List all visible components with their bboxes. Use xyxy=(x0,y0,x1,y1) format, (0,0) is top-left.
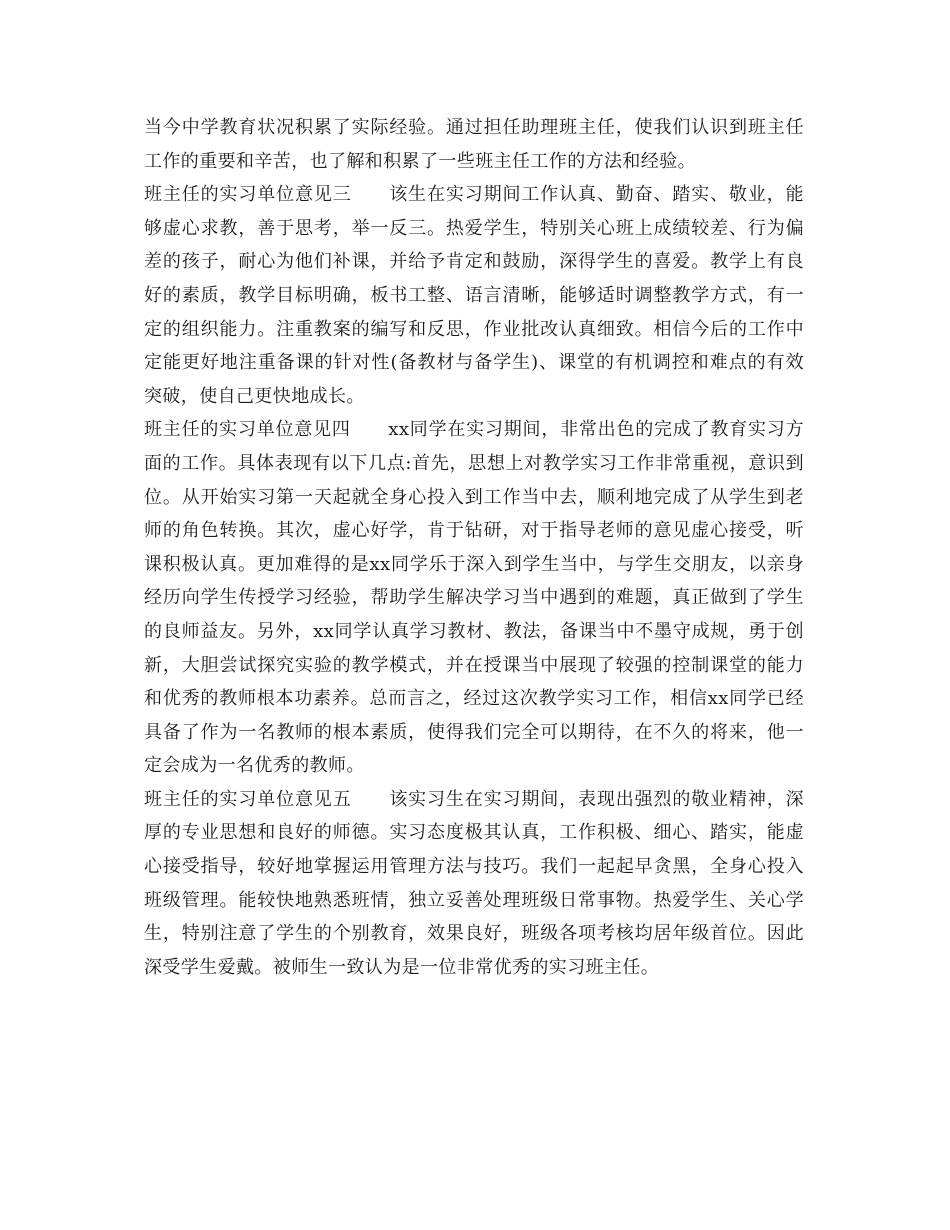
text-line: 定的组织能力。注重教案的编写和反思，作业批改认真细致。相信今后的工作中 xyxy=(144,318,804,340)
text-line: 和优秀的教师根本功素养。总而言之，经过这次教学实习工作，相信xx同学已经 xyxy=(144,688,804,710)
text-line: 厚的专业思想和良好的师德。实习态度极其认真，工作积极、细心、踏实，能虚 xyxy=(144,822,804,844)
text-line: 差的孩子，耐心为他们补课，并给予肯定和鼓励，深得学生的喜爱。教学上有良 xyxy=(144,251,804,273)
text-line: 班级管理。能较快地熟悉班情，独立妥善处理班级日常事物。热爱学生、关心学 xyxy=(144,889,804,911)
text-line: 生，特别注意了学生的个别教育，效果良好，班级各项考核均居年级首位。因此 xyxy=(144,923,804,945)
text-line: 经历向学生传授学习经验，帮助学生解决学习当中遇到的难题，真正做到了学生 xyxy=(144,587,804,609)
text-line: 位。从开始实习第一天起就全身心投入到工作当中去，顺利地完成了从学生到老 xyxy=(144,486,804,508)
section-heading-line: 班主任的实习单位意见三 该生在实习期间工作认真、勤奋、踏实、敬业，能 xyxy=(144,184,804,206)
document-body xyxy=(144,111,804,984)
text-line: 好的素质，教学目标明确，板书工整、语言清晰，能够适时调整教学方式，有一 xyxy=(144,284,804,306)
text-line: 突破，使自己更快地成长。 xyxy=(144,385,365,407)
text-line: 工作的重要和辛苦，也了解和积累了一些班主任工作的方法和经验。 xyxy=(144,150,696,172)
text-line: 定能更好地注重备课的针对性(备教材与备学生)、课堂的有机调控和难点的有效 xyxy=(144,352,804,374)
text-line: 定会成为一名优秀的教师。 xyxy=(144,755,365,777)
section-heading-line: 班主任的实习单位意见五 该实习生在实习期间，表现出强烈的敬业精神，深 xyxy=(144,788,804,810)
text-line: 心接受指导，较好地掌握运用管理方法与技巧。我们一起起早贪黑，全身心投入 xyxy=(144,856,804,878)
text-line: 课积极认真。更加难得的是xx同学乐于深入到学生当中，与学生交朋友，以亲身 xyxy=(144,553,804,575)
text-line: 具备了作为一名教师的根本素质，使得我们完全可以期待，在不久的将来，他一 xyxy=(144,721,804,743)
section-heading-line: 班主任的实习单位意见四 xx同学在实习期间，非常出色的完成了教育实习方 xyxy=(144,419,804,441)
text-line: 深受学生爱戴。被师生一致认为是一位非常优秀的实习班主任。 xyxy=(144,956,660,978)
text-line: 够虚心求教，善于思考，举一反三。热爱学生，特别关心班上成绩较差、行为偏 xyxy=(144,217,804,239)
text-line: 的良师益友。另外，xx同学认真学习教材、教法，备课当中不墨守成规，勇于创 xyxy=(144,620,804,642)
text-line: 师的角色转换。其次，虚心好学，肯于钻研，对于指导老师的意见虚心接受，听 xyxy=(144,520,804,542)
text-line: 新，大胆尝试探究实验的教学模式，并在授课当中展现了较强的控制课堂的能力 xyxy=(144,654,804,676)
text-line: 当今中学教育状况积累了实际经验。通过担任助理班主任，使我们认识到班主任 xyxy=(144,117,804,138)
text-line: 面的工作。具体表现有以下几点:首先，思想上对教学实习工作非常重视，意识到 xyxy=(144,452,804,474)
